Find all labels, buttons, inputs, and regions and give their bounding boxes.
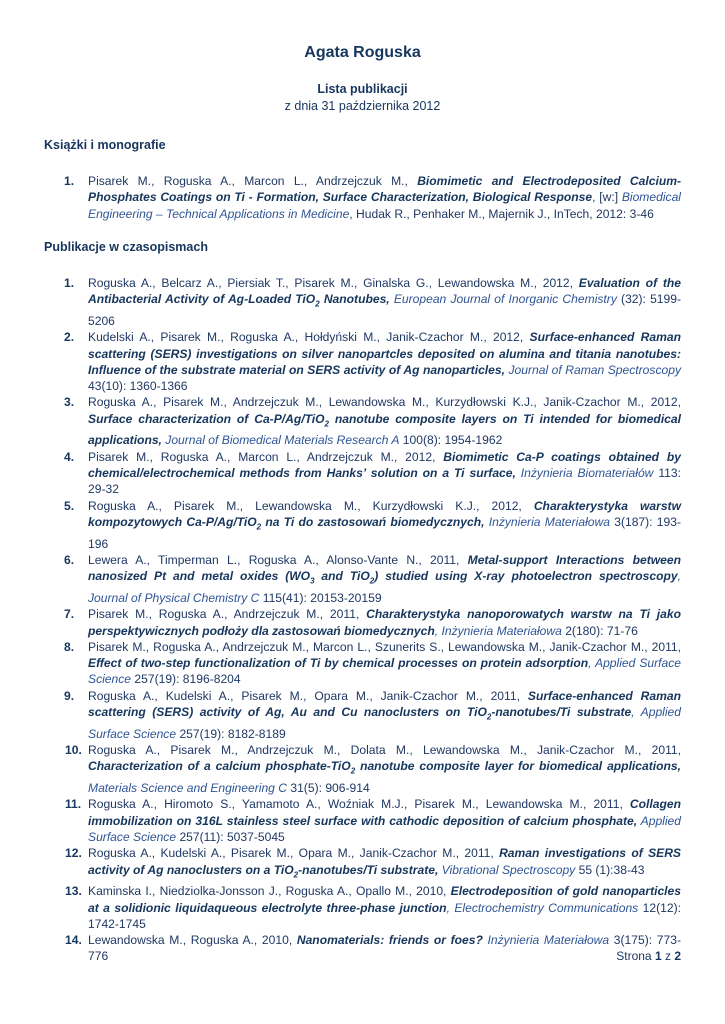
item-details: 257(19): 8196-8204	[131, 672, 241, 687]
item-title: Surface-enhanced Raman scattering (SERS) investigations on silver nanopartcles deposited on alumina and titania nanotubes: Influence of the substrate material on SERS activity of Ag nanoparticles,	[88, 330, 681, 377]
list-item	[44, 173, 681, 222]
list-item	[44, 275, 681, 329]
item-details: 3(187): 193-196	[88, 514, 681, 551]
item-authors: Kudelski A., Pisarek M., Roguska A., Hołdyński M., Janik-Czachor M., 2012,	[88, 330, 530, 345]
item-number: 11.	[65, 797, 82, 812]
item-details: 12(12): 1742-1745	[88, 900, 681, 931]
item-journal: Inżynieria Materiałowa	[482, 933, 610, 948]
item-title: Effect of two-step functionalization of Ti by chemical processes on protein adsorption	[88, 656, 589, 671]
item-title: Surface characterization of Ca-P/Ag/TiO	[88, 411, 325, 426]
list-item	[44, 552, 681, 606]
item-title: Metal-support Interactions between nanosized Pt and metal oxides (WO	[88, 552, 681, 584]
item-title-subscript: 2	[350, 766, 356, 776]
item-book: Biomedical Engineering – Technical Applications in Medicine	[88, 190, 681, 221]
item-title-cont: ) studied using X-ray photoelectron spectroscopy	[374, 569, 678, 584]
item-number: 4.	[64, 449, 75, 464]
item-title-subscript: 2	[486, 712, 492, 722]
item-journal: , Applied Surface Science	[88, 705, 682, 741]
item-authors: Roguska A., Belcarz A., Piersiak T., Pisarek M., Ginalska G., Lewandowska M., 2012,	[88, 276, 579, 290]
item-title-cont: Nanotubes,	[319, 292, 390, 307]
item-journal: Journal of Raman Spectroscopy	[504, 362, 681, 377]
item-title: Biomimetic Ca-P coatings obtained by chemical/electrochemical methods from Hanks’ solution on a Ti surface,	[88, 449, 681, 481]
page-total: 2	[674, 949, 681, 963]
item-journal: Applied Surface Science	[88, 813, 682, 844]
item-title-cont: na Ti do zastosowań biomedycznych,	[261, 514, 485, 529]
item-authors: Pisarek M., Roguska A., Marcon L., Andrzejczuk M., 2012,	[88, 449, 444, 464]
item-journal: Inżynieria Materiałowa	[484, 514, 610, 529]
journals-heading: Publikacje w czasopismach	[44, 240, 208, 254]
list-title: Lista publikacji	[317, 82, 408, 96]
item-title-subscript: 3	[310, 576, 315, 586]
item-journal: Journal of Biomedical Materials Research A	[161, 433, 400, 448]
list-item	[44, 329, 681, 394]
item-title-subscript: 2	[256, 522, 262, 532]
item-authors: Roguska A., Pisarek M., Andrzejczuk M., Dolata M., Lewandowska M., Janik-Czachor M., 2011,	[88, 743, 681, 758]
item-authors: Pisarek M., Roguska A., Marcon L., Andrzejczuk M.,	[88, 174, 418, 188]
item-details: 3(175): 773-776	[88, 933, 681, 964]
item-number: 2.	[64, 330, 75, 345]
item-title-cont: -nanotubes/Ti substrate	[491, 705, 632, 720]
page-footer	[616, 949, 681, 963]
item-number: 13.	[65, 884, 82, 899]
books-heading: Książki i monografie	[44, 138, 166, 152]
item-authors: Lewandowska M., Roguska A., 2010,	[88, 933, 297, 948]
page-number: 1	[654, 949, 662, 963]
page-separator: z	[664, 949, 671, 963]
item-title-cont: nanotube composite layer for biomedical applications,	[355, 759, 681, 774]
item-title: Surface-enhanced Raman scattering (SERS) activity of Ag, Au and Cu nanoclusters on TiO	[88, 688, 681, 720]
item-authors: Roguska A., Pisarek M., Lewandowska M., Kurzydłowski K.J., 2012,	[88, 498, 534, 513]
list-item	[44, 796, 681, 845]
item-title: Charakterystyka warstw kompozytowych Ca-P/Ag/TiO	[88, 498, 681, 529]
item-details: 55 (1):38-43	[575, 862, 645, 877]
item-title: Characterization of a calcium phosphate-TiO	[88, 759, 351, 774]
item-title: Electrodeposition of gold nanoparticles at a solidionic liquidaqueous electrolyte three-phase junction	[88, 884, 681, 915]
item-number: 12.	[65, 846, 82, 861]
item-number: 3.	[64, 395, 75, 410]
item-journal: , Electrochemistry Communications	[446, 900, 639, 915]
item-journal: , Inżynieria Materiałowa	[434, 623, 562, 638]
item-title-subscript: 2	[369, 576, 375, 586]
journals-list	[44, 275, 681, 965]
item-number: 14.	[65, 933, 82, 948]
item-title: Raman investigations of SERS activity of Ag nanoclusters on a TiO	[88, 846, 681, 877]
item-in: , [w:]	[592, 190, 622, 205]
item-title-cont: and TiO	[314, 569, 370, 584]
item-authors: Pisarek M., Roguska A., Andrzejczuk M., 2011,	[88, 607, 367, 622]
item-title: Charakterystyka nanoporowatych warstw na Ti jako perspektywicznych podłoży dla zastosowań biomedycznych	[88, 607, 681, 638]
item-authors: Roguska A., Hiromoto S., Yamamoto A., Woźniak M.J., Pisarek M., Lewandowska M., 2011,	[88, 797, 630, 812]
item-authors: Roguska A., Kudelski A., Pisarek M., Opara M., Janik-Czachor M., 2011,	[88, 688, 528, 703]
item-details: 115(41): 20153-20159	[259, 590, 382, 605]
item-details: 31(5): 906-914	[287, 781, 370, 796]
list-item	[44, 742, 681, 796]
item-details: (32): 5199-5206	[88, 292, 681, 328]
item-authors: Roguska A., Kudelski A., Pisarek M., Opara M., Janik-Czachor M., 2011,	[88, 846, 500, 861]
list-item	[44, 498, 681, 552]
item-authors: Kaminska I., Niedziolka-Jonsson J., Roguska A., Opallo M., 2010,	[88, 884, 451, 899]
item-details: 2(180): 71-76	[561, 623, 638, 638]
list-item	[44, 688, 681, 742]
item-details: 113: 29-32	[88, 466, 681, 497]
list-item	[44, 883, 681, 932]
item-authors: Roguska A., Pisarek M., Andrzejczuk M., Lewandowska M., Kurzydłowski K.J., Janik-Czachor M., 2012,	[88, 395, 681, 410]
list-item	[44, 932, 681, 965]
author-name: Agata Roguska	[304, 44, 421, 61]
item-journal: European Journal of Inorganic Chemistry	[389, 292, 617, 307]
list-item	[44, 845, 681, 883]
item-details: 43(10): 1360-1366	[88, 379, 188, 394]
item-authors: Lewera A., Timperman L., Roguska A., Alonso-Vante N., 2011,	[88, 552, 468, 567]
item-number: 8.	[64, 639, 75, 654]
item-number: 7.	[64, 607, 75, 622]
item-journal: , Applied Surface Science	[88, 656, 681, 687]
item-details: , Hudak R., Penhaker M., Majernik J., InTech, 2012: 3-46	[349, 206, 654, 221]
item-number: 5.	[64, 498, 75, 513]
item-number: 1.	[64, 174, 75, 188]
item-title: Biomimetic and Electrodeposited Calcium-Phosphates Coatings on Ti - Formation, Surface Characterization, Biological Response	[88, 174, 681, 205]
books-list	[44, 173, 681, 222]
item-details: 257(19): 8182-8189	[176, 726, 286, 741]
list-item	[44, 394, 681, 448]
page-label: Strona	[616, 949, 652, 963]
item-title-cont: nanotube composite layers on Ti intended for biomedical applications,	[88, 411, 681, 448]
list-item	[44, 639, 681, 688]
item-title: Collagen immobilization on 316L stainless steel surface with cathodic deposition of calcium phosphate,	[88, 797, 681, 828]
item-journal: Inżynieria Biomateriałów	[515, 466, 654, 481]
item-journal: , Journal of Physical Chemistry C	[88, 569, 681, 605]
item-title-subscript: 2	[315, 299, 320, 309]
list-item	[44, 606, 681, 639]
item-details: 100(8): 1954-1962	[399, 433, 503, 448]
list-date: z dnia 31 października 2012	[284, 99, 441, 113]
item-journal: Vibrational Spectroscopy	[438, 862, 576, 877]
item-journal: Materials Science and Engineering C	[88, 781, 287, 796]
item-title-subscript: 2	[324, 419, 329, 429]
item-authors: Pisarek M., Roguska A., Andrzejczuk M., Marcon L., Szunerits S., Lewandowska M., Janik-Czachor M., 2011,	[88, 639, 681, 654]
item-number: 1.	[64, 276, 75, 290]
item-number: 9.	[64, 688, 75, 703]
item-title: Nanomaterials: friends or foes?	[296, 933, 483, 948]
item-number: 10.	[65, 743, 82, 758]
item-number: 6.	[64, 552, 75, 567]
list-item	[44, 449, 681, 498]
item-title-cont: -nanotubes/Ti substrate,	[298, 862, 439, 877]
item-title: Evaluation of the Antibacterial Activity of Ag-Loaded TiO	[88, 276, 681, 307]
item-title-subscript: 2	[293, 869, 299, 879]
item-details: 257(11): 5037-5045	[176, 829, 285, 844]
